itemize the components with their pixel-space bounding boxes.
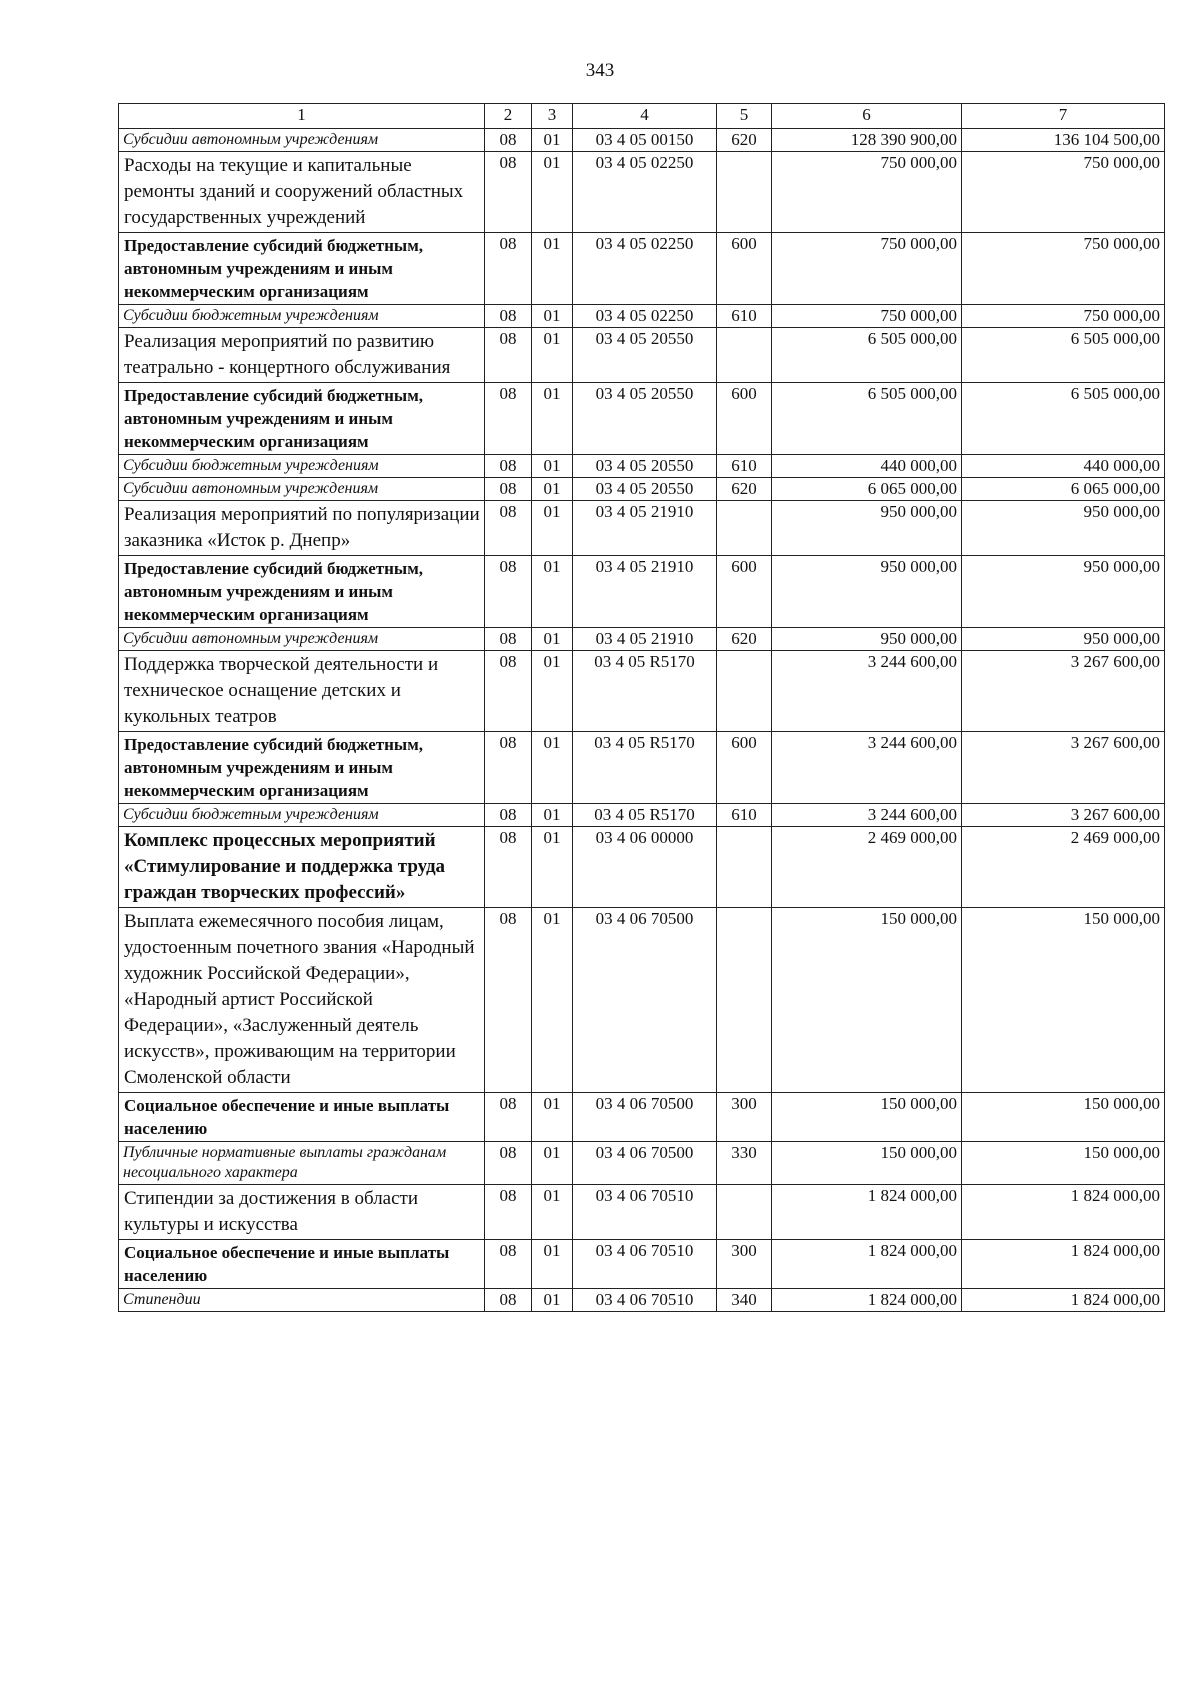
cell-target-article: 03 4 05 02250 [573, 233, 717, 305]
cell-name: Стипендии [119, 1289, 485, 1312]
cell-expense-type: 610 [717, 455, 772, 478]
table-row [119, 827, 1165, 908]
cell-amount-year-1: 750 000,00 [772, 233, 962, 305]
cell-razdel: 08 [485, 478, 532, 501]
cell-expense-type: 600 [717, 732, 772, 804]
cell-target-article: 03 4 05 02250 [573, 152, 717, 233]
cell-name: Субсидии автономным учреждениям [119, 628, 485, 651]
header-col-7: 7 [962, 104, 1165, 129]
cell-amount-year-1: 950 000,00 [772, 501, 962, 556]
cell-expense-type: 620 [717, 129, 772, 152]
cell-amount-year-2: 136 104 500,00 [962, 129, 1165, 152]
cell-amount-year-1: 6 505 000,00 [772, 328, 962, 383]
cell-amount-year-1: 6 065 000,00 [772, 478, 962, 501]
cell-amount-year-1: 3 244 600,00 [772, 804, 962, 827]
table-row [119, 129, 1165, 152]
table-row [119, 804, 1165, 827]
cell-name: Реализация мероприятий по развитию театрально - концертного обслуживания [119, 328, 485, 383]
cell-podrazdel: 01 [532, 1093, 573, 1142]
cell-target-article: 03 4 06 70500 [573, 1093, 717, 1142]
table-body [119, 129, 1165, 1312]
table-row [119, 328, 1165, 383]
table-row [119, 305, 1165, 328]
cell-name: Субсидии бюджетным учреждениям [119, 305, 485, 328]
cell-razdel: 08 [485, 305, 532, 328]
cell-target-article: 03 4 05 20550 [573, 455, 717, 478]
cell-name: Выплата ежемесячного пособия лицам, удостоенным почетного звания «Народный художник Российской Федерации», «Народный артист Российской Федерации», «Заслуженный деятель искусств», проживающим на территории Смоленской области [119, 908, 485, 1093]
cell-name: Социальное обеспечение и иные выплаты населению [119, 1240, 485, 1289]
cell-expense-type: 610 [717, 305, 772, 328]
table-row [119, 1093, 1165, 1142]
cell-razdel: 08 [485, 383, 532, 455]
cell-name: Субсидии бюджетным учреждениям [119, 804, 485, 827]
cell-amount-year-1: 3 244 600,00 [772, 732, 962, 804]
header-col-3: 3 [532, 104, 573, 129]
cell-razdel: 08 [485, 556, 532, 628]
cell-razdel: 08 [485, 233, 532, 305]
cell-amount-year-1: 1 824 000,00 [772, 1185, 962, 1240]
cell-podrazdel: 01 [532, 305, 573, 328]
cell-target-article: 03 4 05 21910 [573, 501, 717, 556]
cell-name: Субсидии автономным учреждениям [119, 129, 485, 152]
cell-name: Расходы на текущие и капитальные ремонты зданий и сооружений областных государственных учреждений [119, 152, 485, 233]
cell-amount-year-2: 6 505 000,00 [962, 328, 1165, 383]
cell-amount-year-2: 1 824 000,00 [962, 1240, 1165, 1289]
cell-target-article: 03 4 05 R5170 [573, 651, 717, 732]
cell-amount-year-1: 950 000,00 [772, 628, 962, 651]
cell-amount-year-2: 2 469 000,00 [962, 827, 1165, 908]
cell-amount-year-1: 150 000,00 [772, 1142, 962, 1185]
cell-podrazdel: 01 [532, 152, 573, 233]
cell-razdel: 08 [485, 328, 532, 383]
cell-name: Стипендии за достижения в области культуры и искусства [119, 1185, 485, 1240]
cell-name: Предоставление субсидий бюджетным, автономным учреждениям и иным некоммерческим организациям [119, 556, 485, 628]
cell-razdel: 08 [485, 152, 532, 233]
cell-podrazdel: 01 [532, 732, 573, 804]
cell-razdel: 08 [485, 455, 532, 478]
cell-target-article: 03 4 06 70500 [573, 1142, 717, 1185]
cell-podrazdel: 01 [532, 628, 573, 651]
cell-razdel: 08 [485, 827, 532, 908]
cell-target-article: 03 4 05 20550 [573, 383, 717, 455]
cell-amount-year-2: 6 065 000,00 [962, 478, 1165, 501]
cell-expense-type: 330 [717, 1142, 772, 1185]
cell-expense-type [717, 651, 772, 732]
table-row [119, 1289, 1165, 1312]
cell-target-article: 03 4 06 00000 [573, 827, 717, 908]
cell-podrazdel: 01 [532, 804, 573, 827]
cell-name: Комплекс процессных мероприятий «Стимулирование и поддержка труда граждан творческих профессий» [119, 827, 485, 908]
cell-target-article: 03 4 05 21910 [573, 556, 717, 628]
cell-amount-year-2: 1 824 000,00 [962, 1289, 1165, 1312]
cell-podrazdel: 01 [532, 233, 573, 305]
cell-name: Социальное обеспечение и иные выплаты населению [119, 1093, 485, 1142]
cell-amount-year-2: 750 000,00 [962, 152, 1165, 233]
cell-podrazdel: 01 [532, 383, 573, 455]
table-row [119, 455, 1165, 478]
cell-name: Публичные нормативные выплаты гражданам несоциального характера [119, 1142, 485, 1185]
cell-podrazdel: 01 [532, 478, 573, 501]
cell-target-article: 03 4 06 70510 [573, 1289, 717, 1312]
table-row [119, 556, 1165, 628]
table-row [119, 478, 1165, 501]
cell-amount-year-2: 150 000,00 [962, 1093, 1165, 1142]
cell-razdel: 08 [485, 1093, 532, 1142]
cell-razdel: 08 [485, 129, 532, 152]
cell-expense-type [717, 501, 772, 556]
table-row [119, 233, 1165, 305]
cell-amount-year-2: 3 267 600,00 [962, 732, 1165, 804]
table-row [119, 1185, 1165, 1240]
cell-target-article: 03 4 06 70510 [573, 1240, 717, 1289]
cell-amount-year-1: 150 000,00 [772, 908, 962, 1093]
table-row [119, 1240, 1165, 1289]
table-row [119, 383, 1165, 455]
cell-expense-type [717, 908, 772, 1093]
cell-expense-type: 620 [717, 478, 772, 501]
cell-amount-year-1: 950 000,00 [772, 556, 962, 628]
cell-expense-type [717, 152, 772, 233]
cell-expense-type: 620 [717, 628, 772, 651]
cell-name: Поддержка творческой деятельности и техническое оснащение детских и кукольных театров [119, 651, 485, 732]
cell-amount-year-1: 750 000,00 [772, 152, 962, 233]
cell-razdel: 08 [485, 1289, 532, 1312]
cell-target-article: 03 4 06 70500 [573, 908, 717, 1093]
page-number: 343 [585, 60, 615, 81]
cell-name: Предоставление субсидий бюджетным, автономным учреждениям и иным некоммерческим организациям [119, 732, 485, 804]
header-col-1: 1 [119, 104, 485, 129]
cell-razdel: 08 [485, 501, 532, 556]
cell-amount-year-2: 950 000,00 [962, 628, 1165, 651]
cell-amount-year-1: 150 000,00 [772, 1093, 962, 1142]
cell-target-article: 03 4 05 02250 [573, 305, 717, 328]
cell-amount-year-1: 2 469 000,00 [772, 827, 962, 908]
header-row [119, 104, 1165, 129]
cell-name: Предоставление субсидий бюджетным, автономным учреждениям и иным некоммерческим организациям [119, 233, 485, 305]
cell-amount-year-2: 150 000,00 [962, 908, 1165, 1093]
header-col-4: 4 [573, 104, 717, 129]
cell-expense-type [717, 1185, 772, 1240]
cell-razdel: 08 [485, 651, 532, 732]
cell-amount-year-2: 150 000,00 [962, 1142, 1165, 1185]
cell-amount-year-2: 950 000,00 [962, 501, 1165, 556]
table-header [119, 104, 1165, 129]
cell-podrazdel: 01 [532, 129, 573, 152]
table-row [119, 628, 1165, 651]
cell-amount-year-1: 750 000,00 [772, 305, 962, 328]
cell-amount-year-2: 750 000,00 [962, 233, 1165, 305]
cell-expense-type: 600 [717, 383, 772, 455]
cell-target-article: 03 4 05 00150 [573, 129, 717, 152]
header-col-5: 5 [717, 104, 772, 129]
cell-target-article: 03 4 05 20550 [573, 328, 717, 383]
cell-podrazdel: 01 [532, 1240, 573, 1289]
table-row [119, 732, 1165, 804]
cell-expense-type: 300 [717, 1240, 772, 1289]
cell-podrazdel: 01 [532, 1289, 573, 1312]
cell-amount-year-2: 750 000,00 [962, 305, 1165, 328]
cell-podrazdel: 01 [532, 501, 573, 556]
cell-amount-year-2: 440 000,00 [962, 455, 1165, 478]
table-row [119, 651, 1165, 732]
table-row [119, 908, 1165, 1093]
cell-razdel: 08 [485, 628, 532, 651]
cell-podrazdel: 01 [532, 455, 573, 478]
cell-amount-year-1: 3 244 600,00 [772, 651, 962, 732]
cell-amount-year-1: 1 824 000,00 [772, 1289, 962, 1312]
cell-name: Субсидии автономным учреждениям [119, 478, 485, 501]
cell-amount-year-2: 3 267 600,00 [962, 804, 1165, 827]
cell-name: Субсидии бюджетным учреждениям [119, 455, 485, 478]
table-row [119, 1142, 1165, 1185]
cell-razdel: 08 [485, 1185, 532, 1240]
cell-amount-year-2: 1 824 000,00 [962, 1185, 1165, 1240]
cell-razdel: 08 [485, 1142, 532, 1185]
cell-name: Предоставление субсидий бюджетным, автономным учреждениям и иным некоммерческим организациям [119, 383, 485, 455]
cell-amount-year-1: 128 390 900,00 [772, 129, 962, 152]
cell-amount-year-2: 6 505 000,00 [962, 383, 1165, 455]
cell-razdel: 08 [485, 732, 532, 804]
cell-podrazdel: 01 [532, 908, 573, 1093]
table-row [119, 501, 1165, 556]
cell-target-article: 03 4 05 R5170 [573, 732, 717, 804]
cell-target-article: 03 4 06 70510 [573, 1185, 717, 1240]
cell-expense-type: 300 [717, 1093, 772, 1142]
cell-expense-type [717, 827, 772, 908]
cell-razdel: 08 [485, 1240, 532, 1289]
cell-name: Реализация мероприятий по популяризации заказника «Исток р. Днепр» [119, 501, 485, 556]
cell-expense-type [717, 328, 772, 383]
cell-target-article: 03 4 05 R5170 [573, 804, 717, 827]
cell-amount-year-1: 1 824 000,00 [772, 1240, 962, 1289]
cell-amount-year-2: 950 000,00 [962, 556, 1165, 628]
cell-target-article: 03 4 05 21910 [573, 628, 717, 651]
cell-razdel: 08 [485, 804, 532, 827]
cell-podrazdel: 01 [532, 556, 573, 628]
cell-expense-type: 610 [717, 804, 772, 827]
header-col-6: 6 [772, 104, 962, 129]
table-row [119, 152, 1165, 233]
cell-target-article: 03 4 05 20550 [573, 478, 717, 501]
cell-razdel: 08 [485, 908, 532, 1093]
header-col-2: 2 [485, 104, 532, 129]
cell-expense-type: 340 [717, 1289, 772, 1312]
cell-amount-year-1: 440 000,00 [772, 455, 962, 478]
cell-podrazdel: 01 [532, 1142, 573, 1185]
budget-table [118, 103, 1165, 1312]
cell-podrazdel: 01 [532, 1185, 573, 1240]
cell-amount-year-2: 3 267 600,00 [962, 651, 1165, 732]
cell-amount-year-1: 6 505 000,00 [772, 383, 962, 455]
cell-podrazdel: 01 [532, 651, 573, 732]
cell-podrazdel: 01 [532, 328, 573, 383]
cell-expense-type: 600 [717, 556, 772, 628]
cell-expense-type: 600 [717, 233, 772, 305]
cell-podrazdel: 01 [532, 827, 573, 908]
